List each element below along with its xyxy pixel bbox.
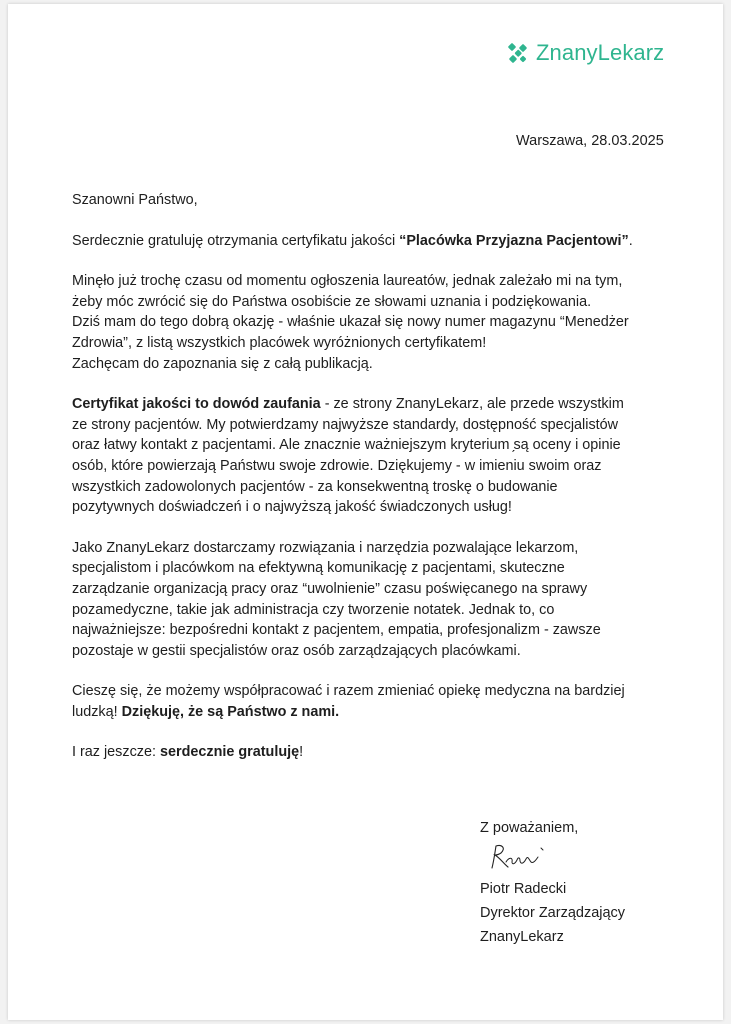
signer-block xyxy=(480,877,625,949)
salutation: Szanowni Państwo, xyxy=(72,192,198,208)
handwritten-signature xyxy=(486,840,548,879)
signer-name: Piotr Radecki xyxy=(480,881,567,897)
paragraph-certificate-trust xyxy=(72,394,672,518)
text-line xyxy=(72,394,672,415)
paragraph-laureates xyxy=(72,271,672,374)
text-line: Dziś mam do tego dobrą okazję - właśnie ukazał się nowy numer magazynu “Menedżer xyxy=(72,314,629,331)
letter-body xyxy=(72,190,672,783)
final-start: I raz jeszcze: xyxy=(72,744,160,761)
signer-company: ZnanyLekarz xyxy=(480,929,564,945)
company-logo xyxy=(506,40,664,66)
text-line: Minęło już trochę czasu od momentu ogłoszenia laureatów, jednak zależało mi na tym, xyxy=(72,273,623,290)
logo-wordmark: ZnanyLekarz xyxy=(536,40,665,65)
text-line: pozytywnych doświadczeń i o najwyższą jakość świadczonych usług! xyxy=(72,499,512,516)
text-line: wszystkich zadowolonych pacjentów - za konsekwentną troskę o budowanie xyxy=(72,478,558,495)
final-end: ! xyxy=(299,744,304,761)
paragraph-cooperation xyxy=(72,681,672,722)
text-line: Zachęcam do zapoznania się z całą publikacją. xyxy=(72,355,373,372)
text-line: żeby móc zwrócić się do Państwa osobiście ze słowami uznania i podziękowania. xyxy=(72,293,592,310)
letter-date: Warszawa, 28.03.2025 xyxy=(516,133,664,149)
text-line: zarządzanie organizacją pracy oraz “uwolnienie” czasu poświęcanego na sprawy xyxy=(72,580,588,597)
paragraph-congratulations xyxy=(72,231,672,252)
text-line: Jako ZnanyLekarz dostarczamy rozwiązania i narzędzia pozwalające lekarzom, xyxy=(72,539,579,556)
text-line: najważniejsze: bezpośredni kontakt z pacjentem, empatia, profesjonalizm - zawsze xyxy=(72,622,601,639)
znanylekarz-logo-icon xyxy=(506,41,530,65)
cooperation-start: ludzką! xyxy=(72,703,122,720)
signer-title: Dyrektor Zarządzający xyxy=(480,905,626,921)
trust-heading: Certyfikat jakości to dowód zaufania xyxy=(72,396,321,413)
text-line xyxy=(72,702,672,723)
text-line: pozamedyczne, takie jak administracja czy tworzenie notatek. Jednak to, co xyxy=(72,601,555,618)
text-line: specjalistom i placówkom na efektywną komunikację z pacjentami, skuteczne xyxy=(72,560,565,577)
text-line: ze strony pacjentów. My potwierdzamy najwyższe standardy, dostępność specjalistów xyxy=(72,416,619,433)
letter-page xyxy=(8,4,723,1020)
text-line: osób, które powierzają Państwu swoje zdrowie. Dziękujemy - w imieniu swoim oraz xyxy=(72,457,602,474)
closing-phrase: Z poważaniem, xyxy=(480,820,579,836)
congrats-period: . xyxy=(628,232,633,249)
text-line: pozostaje w gestii specjalistów oraz osób zarządzających placówkami. xyxy=(72,642,521,659)
text-line: oraz łatwy kontakt z pacjentami. Ale znacznie ważniejszym kryterium ̗są oceny i opinie xyxy=(72,437,621,454)
trust-rest: - ze strony ZnanyLekarz, ale przede wszystkim xyxy=(320,396,624,413)
thanks-bold: Dziękuję, że są Państwo z nami. xyxy=(121,703,340,720)
paragraph-final-congrats xyxy=(72,742,672,763)
certificate-name: “Placówka Przyjazna Pacjentowi” xyxy=(399,232,629,249)
text-line: Zdrowia”, z listą wszystkich placówek wyróżnionych certyfikatem! xyxy=(72,334,487,351)
paragraph-solutions xyxy=(72,538,672,662)
text-line: Cieszę się, że możemy współpracować i razem zmieniać opiekę medyczna na bardziej xyxy=(72,683,625,700)
final-bold: serdecznie gratuluję xyxy=(159,744,300,761)
congrats-text: Serdecznie gratuluję otrzymania certyfikatu jakości xyxy=(72,232,400,249)
